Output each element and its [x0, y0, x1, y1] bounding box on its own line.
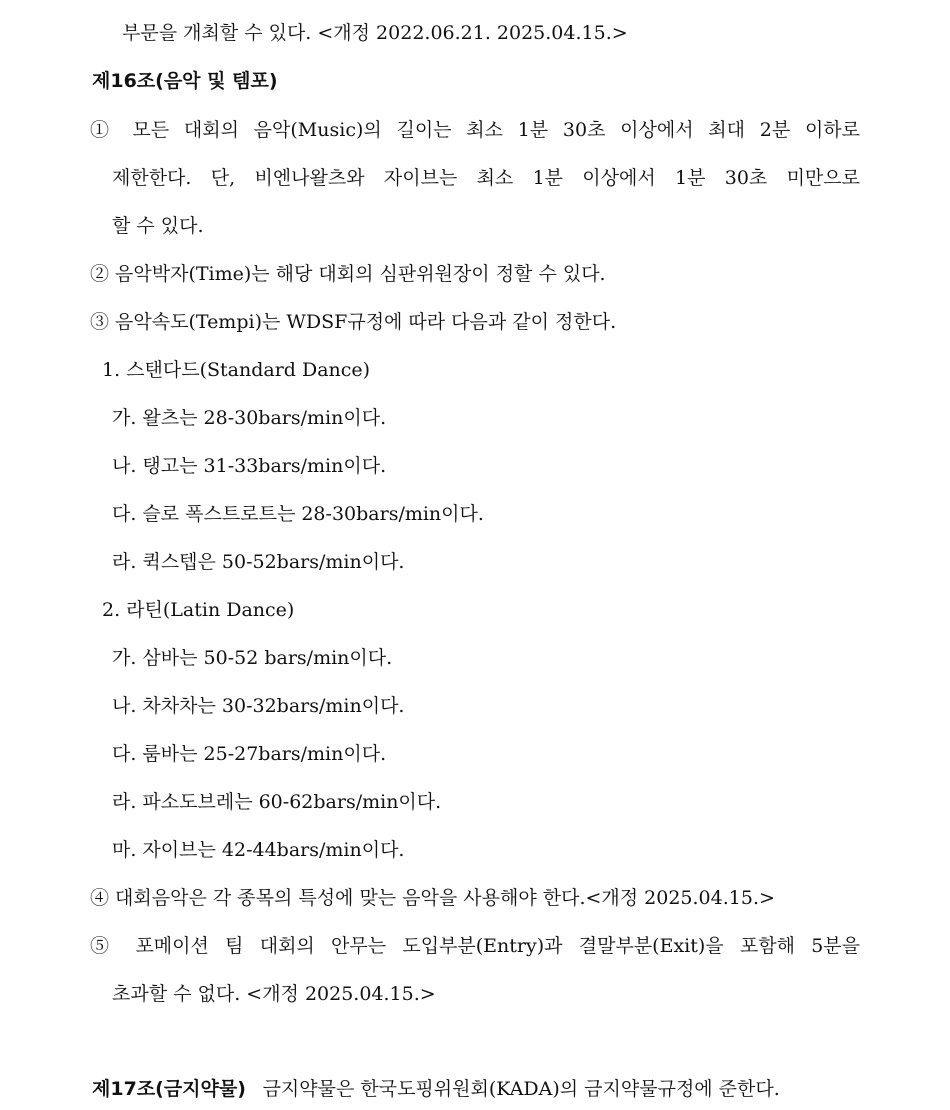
article-17-body: 금지약물은 한국도핑위원회(KADA)의 금지약물규정에 준한다. — [262, 1078, 780, 1100]
standard-item: 나. 탱고는 31-33bars/min이다. — [112, 455, 387, 477]
article-16-paragraph-4: ④ 대회음악은 각 종목의 특성에 맞는 음악을 사용해야 한다.<개정 2025.04.15.> — [90, 887, 775, 909]
latin-item: 나. 차차차는 30-32bars/min이다. — [112, 695, 405, 717]
standard-item: 라. 퀵스텝은 50-52bars/min이다. — [112, 551, 405, 573]
continuation-line: 부문을 개최할 수 있다. <개정 2022.06.21. 2025.04.15.> — [122, 22, 628, 44]
standard-item: 다. 슬로 폭스트로트는 28-30bars/min이다. — [112, 503, 484, 525]
article-16-paragraph-2: ② 음악박자(Time)는 해당 대회의 심판위원장이 정할 수 있다. — [90, 263, 606, 285]
article-16-paragraph-1-line-1: ① 모든 대회의 음악(Music)의 길이는 최소 1분 30초 이상에서 최대 2분 이하로 — [90, 119, 860, 141]
article-16-paragraph-1-line-2: 제한한다. 단, 비엔나왈츠와 자이브는 최소 1분 이상에서 1분 30초 미만으로 — [112, 167, 860, 189]
standard-dance-title: 1. 스탠다드(Standard Dance) — [102, 359, 371, 381]
article-16-paragraph-1-line-3: 할 수 있다. — [112, 215, 204, 237]
latin-item: 라. 파소도브레는 60-62bars/min이다. — [112, 791, 442, 813]
latin-item: 가. 삼바는 50-52 bars/min이다. — [112, 647, 393, 669]
standard-item: 가. 왈츠는 28-30bars/min이다. — [112, 407, 387, 429]
latin-item: 마. 자이브는 42-44bars/min이다. — [112, 839, 405, 861]
article-17-line — [92, 1077, 780, 1101]
article-16-paragraph-5-line-2: 초과할 수 없다. <개정 2025.04.15.> — [112, 983, 436, 1005]
latin-item: 다. 룸바는 25-27bars/min이다. — [112, 743, 387, 765]
article-16-paragraph-3: ③ 음악속도(Tempi)는 WDSF규정에 따라 다음과 같이 정한다. — [90, 311, 617, 333]
article-16-heading: 제16조(음악 및 템포) — [92, 70, 278, 92]
article-16-paragraph-5-line-1: ⑤ 포메이션 팀 대회의 안무는 도입부분(Entry)과 결말부분(Exit)을 포함해 5분을 — [90, 935, 860, 957]
latin-dance-title: 2. 라틴(Latin Dance) — [102, 599, 295, 621]
article-17-heading: 제17조(금지약물) — [92, 1078, 246, 1100]
